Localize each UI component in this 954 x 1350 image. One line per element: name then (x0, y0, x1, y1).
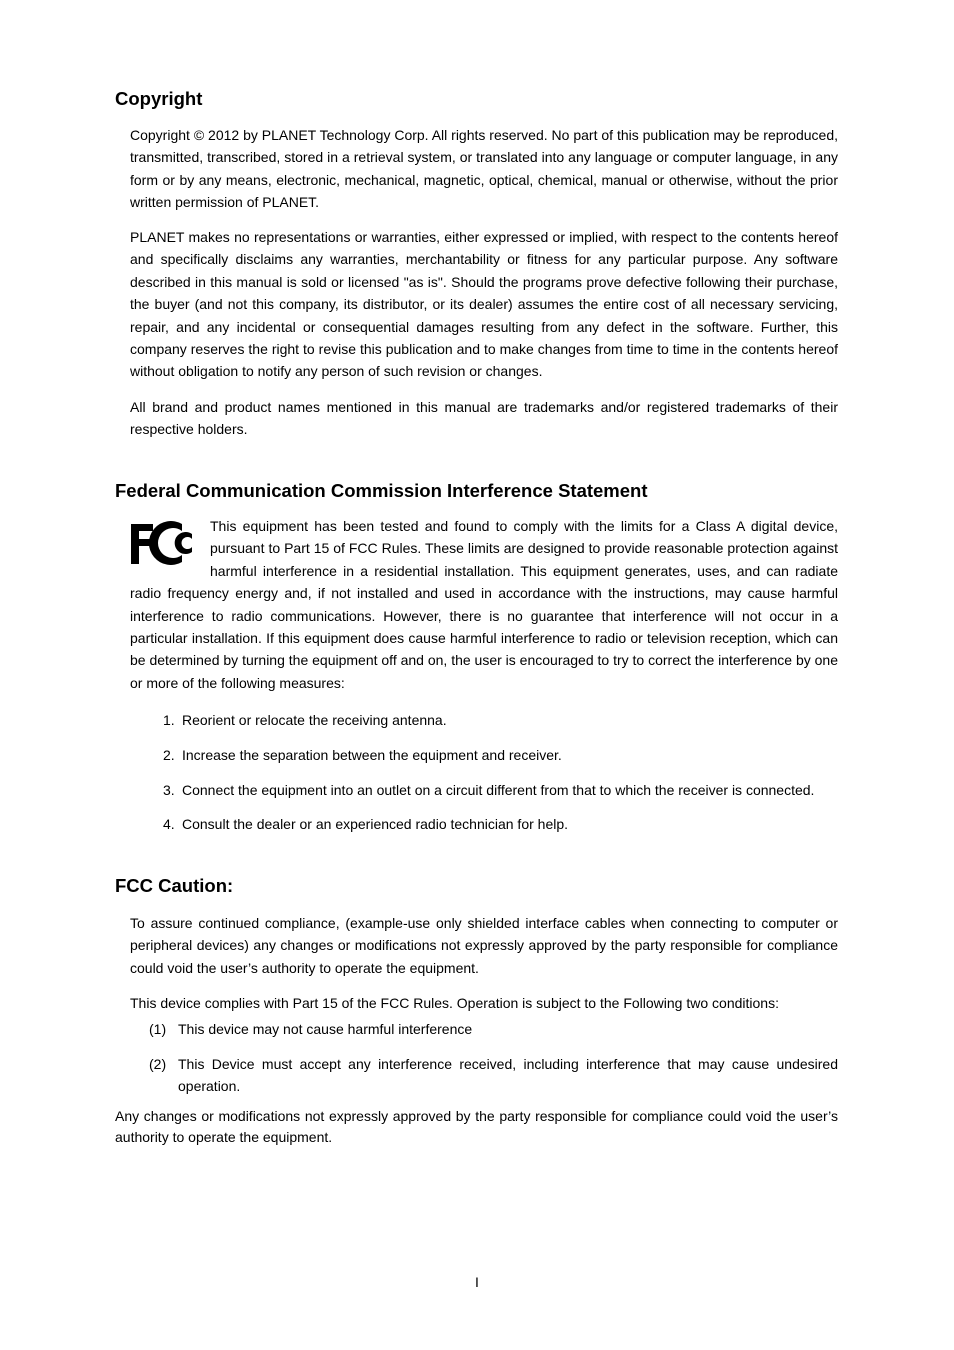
measure-number: 3. (163, 782, 175, 798)
measure-number: 1. (163, 712, 175, 728)
fcc-statement-body (130, 515, 838, 694)
fcc-logo-icon (130, 518, 196, 570)
measure-number: 2. (163, 747, 175, 763)
copyright-heading: Copyright (115, 88, 203, 109)
measure-item (163, 710, 853, 730)
measure-item (163, 745, 853, 765)
measure-item (163, 814, 853, 834)
copyright-paragraph-1: Copyright © 2012 by PLANET Technology Corp. All rights reserved. No part of this publication may be reproduced, transmitted, transcribed, stored in a retrieval system, or translated into any language or computer language, in any form or by any means, electronic, mechanical, magnetic, optical, chemical, manual or otherwise, without the prior written permission of PLANET. (130, 127, 838, 211)
condition-item (149, 1053, 838, 1098)
measure-text: Increase the separation between the equipment and receiver. (182, 747, 562, 763)
fcc-caution-paragraph-2: This device complies with Part 15 of the FCC Rules. Operation is subject to the Following two conditions: (130, 995, 779, 1011)
fcc-caution-heading: FCC Caution: (115, 875, 234, 896)
condition-number: (1) (149, 1021, 167, 1037)
measure-number: 4. (163, 816, 175, 832)
copyright-paragraph-2: PLANET makes no representations or warranties, either expressed or implied, with respect to the contents hereof and specifically disclaims any warranties, merchantability or fitness for any particular purpose. Any software described in this manual is sold or licensed "as is". Should the programs prove defective following their purchase, the buyer (and not this company, its distributor, or its dealer) assumes the entire cost of all necessary servicing, repair, and any incidental or consequential damages resulting from any defect in the software. Further, this company reserves the right to revise this publication and to make changes from time to time in the contents hereof without obligation to notify any person of such revision or changes. (130, 229, 838, 380)
condition-item (149, 1018, 838, 1040)
measure-text: Reorient or relocate the receiving antenna. (182, 712, 447, 728)
measure-item (163, 780, 853, 800)
fcc-caution-paragraph-1: To assure continued compliance, (example-use only shielded interface cables when connecting to computer or peripheral devices) any changes or modifications not expressly approved by the party responsible for compliance could void the user’s authority to operate the equipment. (130, 915, 838, 976)
fcc-statement-heading: Federal Communication Commission Interference Statement (115, 480, 648, 501)
condition-text: This device may not cause harmful interference (178, 1021, 473, 1037)
fcc-statement-paragraph: This equipment has been tested and found to comply with the limits for a Class A digital device, pursuant to Part 15 of FCC Rules. These limits are designed to provide reasonable protection against harmful interference in a residential installation. This equipment generates, uses, and can radiate radio frequency energy and, if not installed and used in accordance with the instructions, may cause harmful interference to radio communications. However, there is no guarantee that interference will not occur in a particular installation. If this equipment does cause harmful interference to radio or television reception, which can be determined by turning the equipment off and on, the user is encouraged to try to correct the interference by one or more of the following measures: (130, 518, 838, 691)
condition-text: This Device must accept any interference received, including interference that may cause undesired operation. (178, 1056, 838, 1095)
copyright-paragraph-3: All brand and product names mentioned in this manual are trademarks and/or registered trademarks of their respective holders. (130, 399, 838, 438)
condition-number: (2) (149, 1056, 167, 1072)
measure-text: Connect the equipment into an outlet on a circuit different from that to which the receiver is connected. (182, 782, 815, 798)
measure-text: Consult the dealer or an experienced radio technician for help. (182, 816, 569, 832)
fcc-caution-paragraph-3: Any changes or modifications not expressly approved by the party responsible for compliance could void the user’s authority to operate the equipment. (115, 1108, 838, 1145)
page-number: I (475, 1274, 479, 1290)
